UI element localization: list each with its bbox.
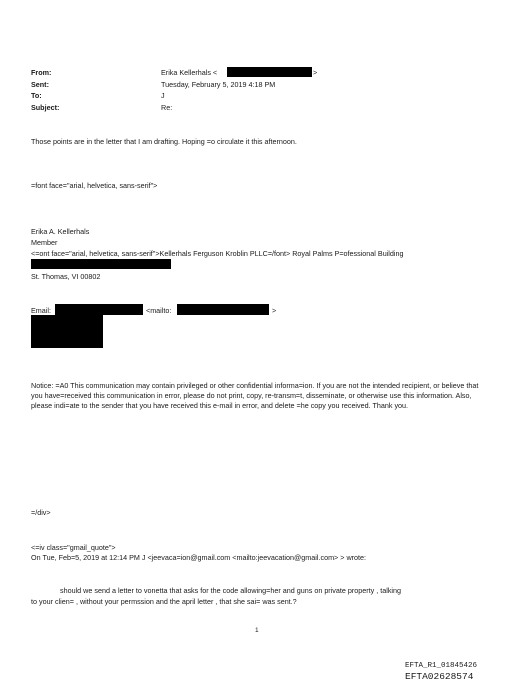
from-label: From: xyxy=(31,68,52,77)
quoted-text-line: should we send a letter to vonetta that asks for the code allowing=her and guns on private property , talking xyxy=(60,586,402,595)
from-value: Erika Kellerhals < xyxy=(161,68,218,77)
page-number: 1 xyxy=(255,627,259,634)
sent-label: Sent: xyxy=(31,80,49,89)
confidentiality-notice: Notice: =A0 This communication may contain privileged or other confidential informa=ion. If you are not the intended recipient, or believe that you have=received this communication in error, please do not print, copy, re-transm=t, disseminate, or otherwise use this information. Also, please indi=ate to the sender that you have received this e-mail in error, and delete =he copy you received. Thank you. xyxy=(31,381,479,410)
signature-name: Erika A. Kellerhals xyxy=(31,227,90,236)
from-close: > xyxy=(313,68,318,77)
to-value: J xyxy=(161,91,165,100)
redaction-block xyxy=(31,259,171,269)
redaction-block xyxy=(227,67,312,77)
email-label: Email: xyxy=(31,306,51,315)
subject-value: Re: xyxy=(161,103,173,112)
quoted-text-line: to your clien= , without your permssion and the april letter , that she sai= was sent.? xyxy=(31,597,297,606)
redaction-block xyxy=(177,304,269,315)
document-id-secondary: EFTA02628574 xyxy=(405,671,474,682)
redaction-block xyxy=(31,315,103,348)
mailto-label: <mailto: xyxy=(146,306,172,315)
sent-value: Tuesday, February 5, 2019 4:18 PM xyxy=(161,80,276,89)
signature-city: St. Thomas, VI 00802 xyxy=(31,272,101,281)
subject-label: Subject: xyxy=(31,103,60,112)
document-id: EFTA_R1_01845426 xyxy=(405,662,478,670)
to-label: To: xyxy=(31,91,42,100)
mailto-close: > xyxy=(272,306,277,315)
gmail-quote-line: <=iv class="gmail_quote"> xyxy=(31,543,116,552)
signature-firm: <=ont face="arial, helvetica, sans-serif">Kellerhals Ferguson Kroblin PLLC=/font> Royal Palms P=ofessional Building xyxy=(31,249,404,258)
font-tag-line: =font face="arial, helvetica, sans-serif"> xyxy=(31,181,158,190)
div-close-line: =/div> xyxy=(31,508,51,517)
signature-title: Member xyxy=(31,238,58,247)
redaction-block xyxy=(55,304,143,315)
quote-attribution: On Tue, Feb=5, 2019 at 12:14 PM J <jeevaca=ion@gmail.com <mailto:jeevacation@gmail.com> > wrote: xyxy=(31,553,367,562)
body-line: Those points are in the letter that I am drafting. Hoping =o circulate it this afternoon. xyxy=(31,137,297,146)
